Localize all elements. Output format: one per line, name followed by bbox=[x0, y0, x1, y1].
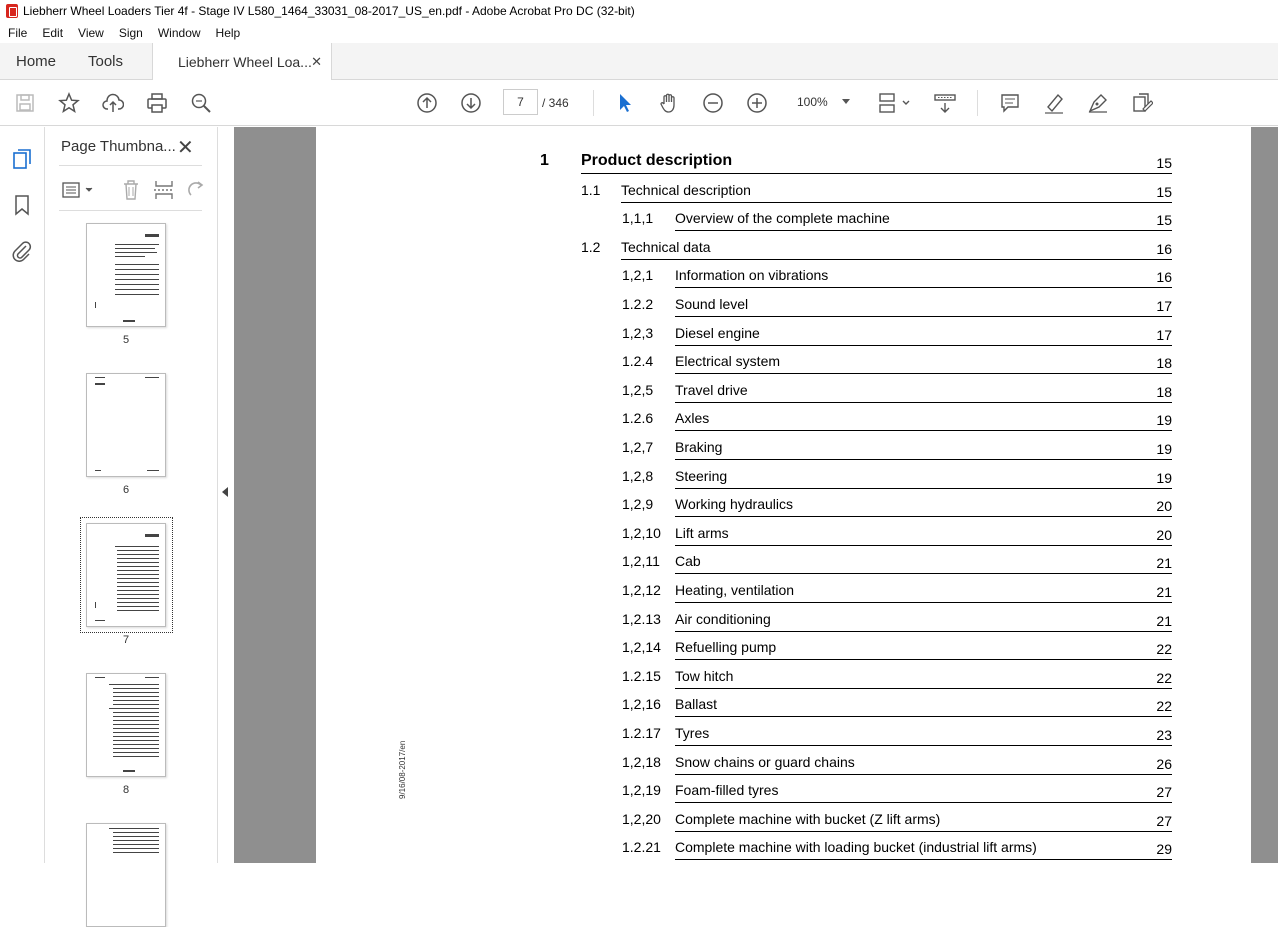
toc-page-number: 27 bbox=[1156, 812, 1172, 829]
thumbnail-page-number: 6 bbox=[122, 484, 130, 496]
toc-entry[interactable] bbox=[316, 296, 1172, 324]
divider bbox=[59, 165, 202, 166]
toc-page-number: 16 bbox=[1156, 240, 1172, 257]
toc-underline bbox=[675, 631, 1172, 632]
pdf-page bbox=[316, 127, 1251, 863]
toc-entry[interactable] bbox=[316, 496, 1172, 524]
toc-number: 1.2.2 bbox=[622, 296, 654, 312]
toc-entry[interactable] bbox=[316, 468, 1172, 496]
toc-number: 1.2.4 bbox=[622, 353, 654, 370]
toc-number: 1,2,8 bbox=[622, 467, 654, 484]
toc-entry[interactable] bbox=[316, 525, 1172, 553]
document-viewport[interactable] bbox=[234, 127, 1278, 863]
menu-view[interactable]: View bbox=[78, 25, 104, 40]
toc-page-number: 23 bbox=[1156, 727, 1172, 743]
toc-page-number: 19 bbox=[1156, 441, 1172, 457]
toc-title: Technical data bbox=[621, 238, 711, 255]
close-tab-icon[interactable]: ✕ bbox=[311, 54, 322, 69]
toc-page-number: 29 bbox=[1156, 841, 1172, 858]
highlight-icon[interactable] bbox=[1042, 91, 1066, 115]
toc-underline bbox=[675, 516, 1172, 517]
toc-number: 1,2,9 bbox=[622, 496, 654, 513]
toc-entry[interactable] bbox=[316, 611, 1172, 639]
page-number-input[interactable]: 7 bbox=[503, 89, 538, 115]
toc-entry[interactable] bbox=[316, 353, 1172, 381]
toc-underline bbox=[675, 716, 1172, 717]
toc-number: 1,2,18 bbox=[622, 753, 661, 770]
toc-page-number: 15 bbox=[1156, 155, 1172, 171]
toc-entry[interactable] bbox=[316, 782, 1172, 810]
toc-title: Complete machine with loading bucket (industrial lift arms) bbox=[675, 839, 1037, 856]
toc-number: 1,2,10 bbox=[622, 524, 661, 541]
toc-entry[interactable] bbox=[316, 639, 1172, 667]
toc-page-number: 21 bbox=[1156, 584, 1172, 600]
menu-window[interactable]: Window bbox=[157, 25, 201, 40]
tab-bar bbox=[0, 43, 1278, 80]
upload-icon[interactable] bbox=[101, 91, 125, 115]
toc-page-number: 19 bbox=[1156, 469, 1172, 486]
toc-number: 1.2.6 bbox=[622, 410, 654, 427]
toc-page-number: 19 bbox=[1156, 412, 1172, 429]
toc-underline bbox=[675, 345, 1172, 346]
toc-underline bbox=[675, 430, 1172, 431]
toc-title: Electrical system bbox=[675, 353, 781, 370]
options-menu-icon[interactable] bbox=[61, 179, 95, 201]
toc-number: 1.2.21 bbox=[622, 839, 661, 856]
toc-number: 1,2,12 bbox=[622, 582, 661, 598]
toc-number: 1,1,1 bbox=[622, 210, 654, 227]
toc-page-number: 18 bbox=[1156, 383, 1172, 400]
toc-title: Travel drive bbox=[675, 381, 748, 398]
toc-number: 1,2,7 bbox=[622, 439, 654, 455]
toc-title: Cab bbox=[675, 553, 701, 570]
toc-number: 1,2,20 bbox=[622, 810, 661, 827]
star-icon[interactable] bbox=[57, 91, 81, 115]
toolbar-divider bbox=[593, 90, 594, 116]
page-thumbnail[interactable] bbox=[86, 823, 166, 927]
toc-title: Working hydraulics bbox=[675, 496, 794, 513]
bookmark-icon[interactable] bbox=[11, 194, 35, 218]
toc-underline bbox=[675, 573, 1172, 574]
chevron-down-icon bbox=[842, 99, 850, 104]
toc-page-number: 22 bbox=[1156, 698, 1172, 715]
collapse-panel-icon[interactable] bbox=[222, 487, 228, 497]
toc-number: 1.2.17 bbox=[622, 725, 661, 741]
save-icon[interactable] bbox=[13, 91, 37, 115]
page-thumbnail[interactable] bbox=[86, 373, 166, 477]
toc-page-number: 18 bbox=[1156, 355, 1172, 372]
toc-number: 1,2,5 bbox=[622, 381, 654, 398]
page-thumbnail[interactable] bbox=[86, 673, 166, 777]
toc-underline bbox=[675, 545, 1172, 546]
toc-number: 1,2.13 bbox=[622, 610, 661, 627]
thumbnail-page-number: 5 bbox=[122, 334, 130, 346]
toc-underline bbox=[675, 230, 1172, 231]
toc-underline bbox=[675, 688, 1172, 689]
toc-title: Steering bbox=[675, 467, 728, 484]
menu-file[interactable]: File bbox=[8, 25, 28, 40]
toc-underline bbox=[675, 774, 1172, 775]
toc-underline bbox=[675, 488, 1172, 489]
page-thumbnail-selected[interactable] bbox=[86, 523, 166, 627]
toc-number: 1,2,11 bbox=[622, 553, 660, 570]
tab-tools[interactable]: Tools bbox=[88, 53, 124, 70]
tab-document-label: Liebherr Wheel Loa... bbox=[178, 54, 312, 70]
page-total: / 346 bbox=[542, 96, 569, 110]
panel-splitter[interactable] bbox=[217, 127, 234, 863]
left-rail bbox=[0, 127, 45, 863]
menu-edit[interactable]: Edit bbox=[42, 25, 64, 40]
toc-title: Technical description bbox=[621, 181, 751, 198]
page-thumbnail[interactable] bbox=[86, 223, 166, 327]
find-icon[interactable] bbox=[189, 91, 213, 115]
toc-entry[interactable] bbox=[316, 668, 1172, 696]
toc-title: Heating, ventilation bbox=[675, 582, 795, 598]
toolbar-divider bbox=[977, 90, 978, 116]
toc-underline bbox=[675, 831, 1172, 832]
toc-page-number: 21 bbox=[1156, 612, 1172, 629]
toc-underline bbox=[675, 602, 1172, 603]
toc-underline bbox=[581, 173, 1172, 174]
page-thumbnails-icon[interactable] bbox=[11, 148, 35, 172]
toc-page-number: 15 bbox=[1156, 183, 1172, 200]
toc-title: Axles bbox=[675, 410, 710, 427]
divider bbox=[59, 210, 202, 211]
toc-number: 1 bbox=[540, 152, 549, 169]
toc-entry[interactable] bbox=[316, 553, 1172, 581]
toc-page-number: 20 bbox=[1156, 526, 1172, 543]
toc-page-number: 22 bbox=[1156, 641, 1172, 658]
hand-tool-icon[interactable] bbox=[657, 91, 681, 115]
toc-entry[interactable] bbox=[316, 182, 1172, 210]
toc-title: Braking bbox=[675, 439, 723, 455]
toc-title: Information on vibrations bbox=[675, 267, 829, 284]
zoom-out-icon[interactable] bbox=[701, 91, 725, 115]
toc-number: 1,2,14 bbox=[622, 639, 661, 656]
toc-page-number: 27 bbox=[1156, 784, 1172, 801]
toc-entry[interactable] bbox=[316, 267, 1172, 295]
zoom-select[interactable] bbox=[787, 89, 857, 115]
menu-help[interactable]: Help bbox=[215, 25, 241, 40]
attachment-icon[interactable] bbox=[11, 240, 35, 264]
toc-title: Lift arms bbox=[675, 524, 729, 541]
toc-underline bbox=[621, 202, 1172, 203]
toc-title: Diesel engine bbox=[675, 324, 760, 341]
zoom-value: 100% bbox=[797, 95, 828, 109]
print-icon[interactable] bbox=[145, 91, 169, 115]
toc-title: Refuelling pump bbox=[675, 639, 777, 656]
toc-page-number: 16 bbox=[1156, 269, 1172, 286]
toc-entry[interactable] bbox=[316, 325, 1172, 353]
acrobat-icon bbox=[6, 4, 18, 18]
next-page-icon[interactable] bbox=[459, 91, 483, 115]
menu-bar bbox=[0, 22, 1278, 43]
previous-page-icon[interactable] bbox=[415, 91, 439, 115]
toc-title: Tyres bbox=[675, 725, 710, 741]
toc-underline bbox=[675, 316, 1172, 317]
toc-title: Overview of the complete machine bbox=[675, 210, 890, 227]
toc-entry[interactable] bbox=[316, 382, 1172, 410]
insert-page-icon[interactable] bbox=[153, 179, 175, 201]
toc-page-number: 17 bbox=[1156, 298, 1172, 314]
rotate-page-icon[interactable] bbox=[185, 179, 207, 201]
scroll-mode-icon[interactable] bbox=[933, 91, 957, 115]
toc-entry[interactable] bbox=[316, 725, 1172, 753]
toc-page-number: 15 bbox=[1156, 212, 1172, 229]
toc-underline bbox=[675, 373, 1172, 374]
thumbnail-page-number: 7 bbox=[122, 634, 130, 646]
page-side-text: 9/16/08-2017/en bbox=[398, 740, 407, 799]
toc-page-number: 20 bbox=[1156, 498, 1172, 515]
toc-title: Air conditioning bbox=[675, 610, 771, 627]
select-cursor-icon[interactable] bbox=[613, 91, 637, 115]
toc-entry[interactable] bbox=[316, 239, 1172, 267]
toc-number: 1,2,1 bbox=[622, 267, 654, 284]
toc-number: 1.2.15 bbox=[622, 667, 661, 684]
comment-icon[interactable] bbox=[998, 91, 1022, 115]
menu-sign[interactable]: Sign bbox=[118, 25, 143, 40]
toc-entry[interactable] bbox=[316, 839, 1172, 863]
delete-page-icon[interactable] bbox=[120, 179, 142, 201]
toc-title: Ballast bbox=[675, 696, 718, 713]
toc-number: 1.1 bbox=[581, 181, 601, 198]
sign-pen-icon[interactable] bbox=[1086, 91, 1110, 115]
toc-entry[interactable] bbox=[316, 210, 1172, 238]
toc-number: 1,2,19 bbox=[622, 782, 661, 799]
thumbnails-panel-title: Page Thumbna... bbox=[61, 138, 176, 155]
toc-underline bbox=[675, 745, 1172, 746]
page-fit-icon[interactable] bbox=[878, 91, 912, 115]
toc-title: Tow hitch bbox=[675, 667, 734, 684]
toc-title: Foam-filled tyres bbox=[675, 782, 779, 799]
toc-underline bbox=[675, 802, 1172, 803]
toc-title: Sound level bbox=[675, 296, 749, 312]
toc-underline bbox=[675, 402, 1172, 403]
toc-page-number: 22 bbox=[1156, 669, 1172, 686]
toc-page-number: 26 bbox=[1156, 755, 1172, 772]
toc-entry[interactable] bbox=[316, 582, 1172, 610]
thumbnail-page-number: 8 bbox=[122, 784, 130, 796]
toc-underline bbox=[675, 459, 1172, 460]
thumbnails-panel bbox=[45, 127, 217, 863]
toc-title: Complete machine with bucket (Z lift arms) bbox=[675, 810, 941, 827]
toc-underline bbox=[675, 659, 1172, 660]
toc-number: 1.2 bbox=[581, 238, 601, 255]
toc-entry[interactable] bbox=[316, 811, 1172, 839]
edit-pdf-icon[interactable] bbox=[1130, 91, 1154, 115]
close-panel-icon[interactable]: ✕ bbox=[177, 137, 194, 159]
tab-document[interactable] bbox=[152, 43, 332, 81]
toc-title: Product description bbox=[581, 152, 733, 169]
toc-entry[interactable] bbox=[316, 153, 1172, 181]
toc-underline bbox=[621, 259, 1172, 260]
toc-underline bbox=[675, 859, 1172, 860]
tab-home[interactable]: Home bbox=[16, 53, 57, 70]
toc-entry[interactable] bbox=[316, 410, 1172, 438]
toc-number: 1,2,3 bbox=[622, 324, 654, 341]
toc-entry[interactable] bbox=[316, 696, 1172, 724]
zoom-in-icon[interactable] bbox=[745, 91, 769, 115]
title-bar bbox=[0, 0, 1278, 22]
toc-title: Snow chains or guard chains bbox=[675, 753, 855, 770]
toc-page-number: 21 bbox=[1156, 555, 1172, 572]
toc-underline bbox=[675, 287, 1172, 288]
toc-entry[interactable] bbox=[316, 439, 1172, 467]
toc-page-number: 17 bbox=[1156, 326, 1172, 343]
toc-number: 1,2,16 bbox=[622, 696, 661, 713]
window-title: Liebherr Wheel Loaders Tier 4f - Stage IV L580_1464_33031_08-2017_US_en.pdf - Adobe Acrobat Pro DC (32-bit) bbox=[23, 4, 635, 18]
toc-entry[interactable] bbox=[316, 754, 1172, 782]
